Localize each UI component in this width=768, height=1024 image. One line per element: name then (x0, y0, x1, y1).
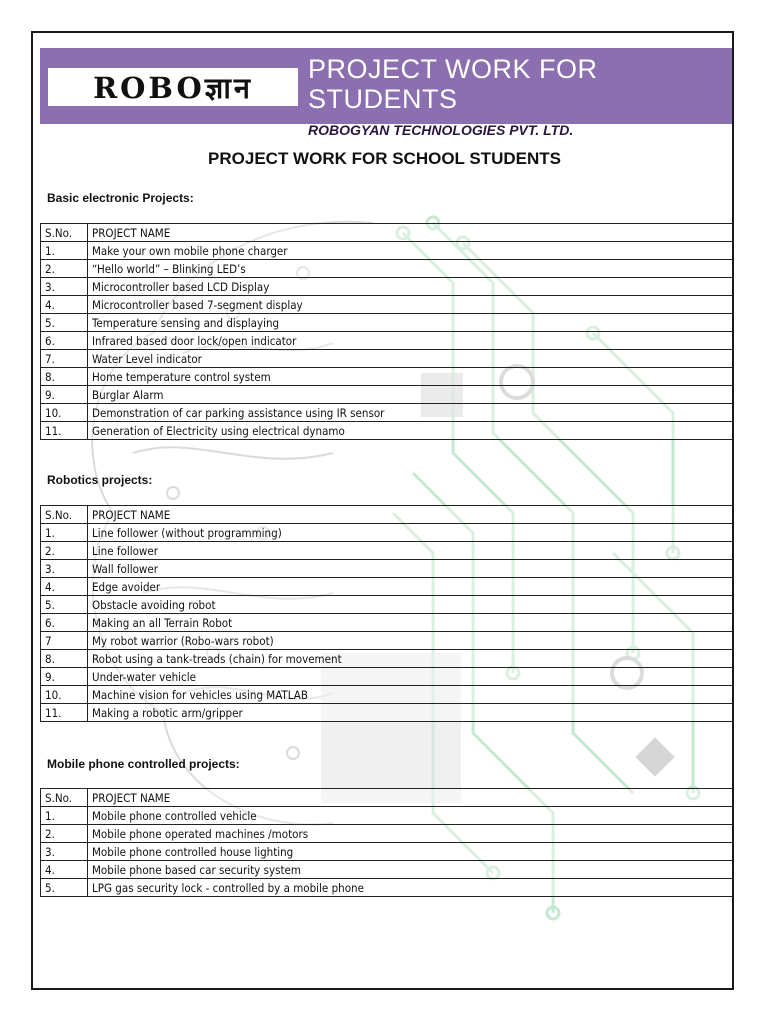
row-sno: 4. (41, 861, 88, 879)
row-sno: 5. (41, 596, 88, 614)
company-name: ROBOGYAN TECHNOLOGIES PVT. LTD. (308, 122, 574, 138)
row-project-name: Under-water vehicle (88, 668, 733, 686)
mobile-section-label: Mobile phone controlled projects: (47, 757, 240, 771)
row-sno: 4. (41, 296, 88, 314)
column-header-project-name: PROJECT NAME (88, 224, 733, 242)
row-sno: 8. (41, 650, 88, 668)
row-sno: 5. (41, 879, 88, 897)
row-sno: 10. (41, 686, 88, 704)
robogyan-logo: ROBOज्ञान (48, 68, 298, 106)
row-project-name: Temperature sensing and displaying (88, 314, 733, 332)
table-header-row (41, 506, 733, 524)
table-row (41, 242, 733, 260)
table-row (41, 542, 733, 560)
table-row (41, 332, 733, 350)
column-header-sno: S.No. (41, 224, 88, 242)
row-sno: 5. (41, 314, 88, 332)
row-sno: 6. (41, 614, 88, 632)
row-sno: 3. (41, 560, 88, 578)
row-project-name: Wall follower (88, 560, 733, 578)
table-row (41, 596, 733, 614)
row-project-name: Making an all Terrain Robot (88, 614, 733, 632)
column-header-project-name: PROJECT NAME (88, 506, 733, 524)
table-row (41, 278, 733, 296)
row-project-name: Generation of Electricity using electrical dynamo (88, 422, 733, 440)
document-page (31, 31, 734, 990)
row-project-name: Burglar Alarm (88, 386, 733, 404)
table-header-row (41, 224, 733, 242)
robotics-section-label: Robotics projects: (47, 473, 153, 487)
document-title: PROJECT WORK FOR SCHOOL STUDENTS (208, 149, 561, 168)
table-row (41, 825, 733, 843)
table-row (41, 578, 733, 596)
row-project-name: Obstacle avoiding robot (88, 596, 733, 614)
table-row (41, 668, 733, 686)
row-project-name: Water Level indicator (88, 350, 733, 368)
row-sno: 4. (41, 578, 88, 596)
row-sno: 10. (41, 404, 88, 422)
column-header-sno: S.No. (41, 506, 88, 524)
row-project-name: Infrared based door lock/open indicator (88, 332, 733, 350)
table-row (41, 843, 733, 861)
row-sno: 1. (41, 242, 88, 260)
table-row (41, 422, 733, 440)
table-row (41, 386, 733, 404)
row-project-name: Home temperature control system (88, 368, 733, 386)
row-project-name: Microcontroller based 7-segment display (88, 296, 733, 314)
column-header-project-name: PROJECT NAME (88, 789, 733, 807)
row-project-name: Make your own mobile phone charger (88, 242, 733, 260)
header-text (298, 48, 734, 138)
basic-projects-table (40, 223, 733, 440)
row-sno: 2. (41, 542, 88, 560)
row-sno: 2. (41, 825, 88, 843)
row-sno: 7. (41, 350, 88, 368)
row-sno: 1. (41, 807, 88, 825)
row-project-name: Robot using a tank-treads (chain) for movement (88, 650, 733, 668)
row-project-name: Mobile phone based car security system (88, 861, 733, 879)
row-project-name: Mobile phone controlled house lighting (88, 843, 733, 861)
row-sno: 2. (41, 260, 88, 278)
row-project-name: Line follower (88, 542, 733, 560)
row-sno: 1. (41, 524, 88, 542)
table-row (41, 704, 733, 722)
table-row (41, 632, 733, 650)
row-sno: 11. (41, 704, 88, 722)
table-row (41, 879, 733, 897)
mobile-projects-table (40, 788, 733, 897)
row-sno: 9. (41, 668, 88, 686)
row-sno: 7 (41, 632, 88, 650)
table-row (41, 614, 733, 632)
logo-panel (40, 48, 298, 124)
table-row (41, 368, 733, 386)
header-title: PROJECT WORK FOR STUDENTS (308, 54, 598, 114)
row-project-name: Making a robotic arm/gripper (88, 704, 733, 722)
row-project-name: Mobile phone operated machines /motors (88, 825, 733, 843)
row-project-name: My robot warrior (Robo-wars robot) (88, 632, 733, 650)
row-sno: 6. (41, 332, 88, 350)
row-project-name: Line follower (without programming) (88, 524, 733, 542)
table-row (41, 650, 733, 668)
table-row (41, 350, 733, 368)
basic-section-label: Basic electronic Projects: (47, 191, 194, 205)
row-project-name: Machine vision for vehicles using MATLAB (88, 686, 733, 704)
row-sno: 3. (41, 278, 88, 296)
column-header-sno: S.No. (41, 789, 88, 807)
table-row (41, 296, 733, 314)
row-sno: 3. (41, 843, 88, 861)
row-project-name: Microcontroller based LCD Display (88, 278, 733, 296)
table-row (41, 314, 733, 332)
page-header (40, 48, 734, 138)
robotics-projects-table (40, 505, 733, 722)
row-project-name: Demonstration of car parking assistance using IR sensor (88, 404, 733, 422)
row-project-name: LPG gas security lock - controlled by a mobile phone (88, 879, 733, 897)
table-row (41, 686, 733, 704)
table-row (41, 260, 733, 278)
row-project-name: Edge avoider (88, 578, 733, 596)
table-row (41, 807, 733, 825)
row-project-name: “Hello world” – Blinking LED’s (88, 260, 733, 278)
row-sno: 8. (41, 368, 88, 386)
row-sno: 9. (41, 386, 88, 404)
table-row (41, 404, 733, 422)
table-row (41, 861, 733, 879)
table-row (41, 560, 733, 578)
row-sno: 11. (41, 422, 88, 440)
row-project-name: Mobile phone controlled vehicle (88, 807, 733, 825)
table-row (41, 524, 733, 542)
table-header-row (41, 789, 733, 807)
